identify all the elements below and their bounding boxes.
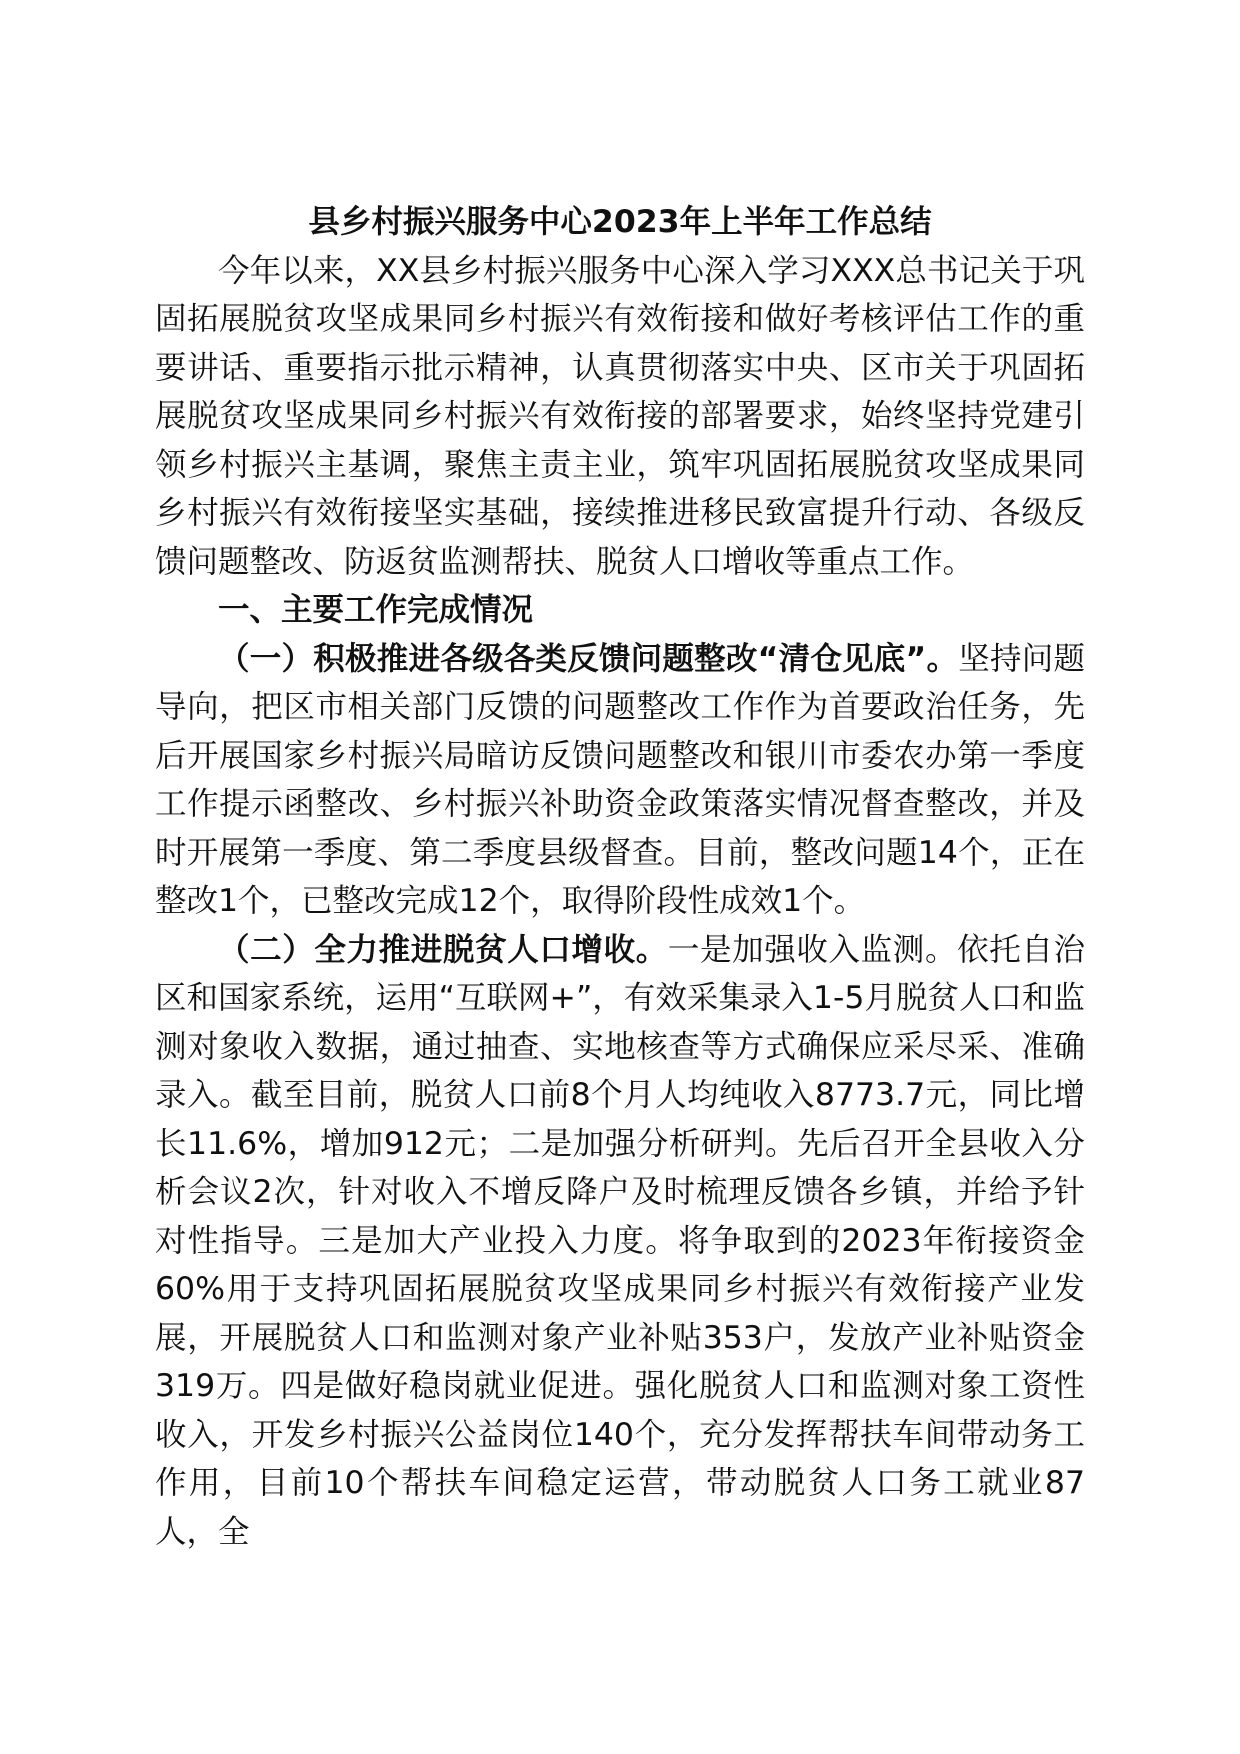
section-heading-1: 一、主要工作完成情况 — [218, 592, 534, 628]
item-1-paragraph — [155, 635, 1085, 926]
item-1-body: 坚持问题导向，把区市相关部门反馈的问题整改工作作为首要政治任务，先后开展国家乡村振兴局暗访反馈问题整改和银川市委农办第一季度工作提示函整改、乡村振兴补助资金政策落实情况督查整改，并及时开展第一季度、第二季度县级督查。目前，整改问题14个，正在整改1个，已整改完成12个，取得阶段性成效1个。 — [155, 640, 1085, 919]
item-2-heading: （二）全力推进脱贫人口增收。 — [218, 931, 668, 968]
document-title: 县乡村振兴服务中心2023年上半年工作总结 — [308, 204, 932, 240]
document-page — [155, 198, 1085, 1556]
item-2-paragraph — [155, 926, 1085, 1557]
item-2-body: 一是加强收入监测。依托自治区和国家系统，运用“互联网+”，有效采集录入1-5月脱贫人口和监测对象收入数据，通过抽查、实地核查等方式确保应采尽采、准确录入。截至目前，脱贫人口前8个月人均纯收入8773.7元，同比增长11.6%，增加912元；二是加强分析研判。先后召开全县收入分析会议2次，针对收入不增反降户及时梳理反馈各乡镇，并给予针对性指导。三是加大产业投入力度。将争取到的2023年衔接资金60%用于支持巩固拓展脱贫攻坚成果同乡村振兴有效衔接产业发展，开展脱贫人口和监测对象产业补贴353户，发放产业补贴资金319万。四是做好稳岗就业促进。强化脱贫人口和监测对象工资性收入，开发乡村振兴公益岗位140个，充分发挥帮扶车间带动务工作用，目前10个帮扶车间稳定运营，带动脱贫人口务工就业87人，全 — [155, 931, 1085, 1550]
intro-paragraph: 今年以来，XX县乡村振兴服务中心深入学习XXX总书记关于巩固拓展脱贫攻坚成果同乡村振兴有效衔接和做好考核评估工作的重要讲话、重要指示批示精神，认真贯彻落实中央、区市关于巩固拓展脱贫攻坚成果同乡村振兴有效衔接的部署要求，始终坚持党建引领乡村振兴主基调，聚焦主责主业，筑牢巩固拓展脱贫攻坚成果同乡村振兴有效衔接坚实基础，接续推进移民致富提升行动、各级反馈问题整改、防返贫监测帮扶、脱贫人口增收等重点工作。 — [155, 252, 1085, 580]
item-1-heading: （一）积极推进各级各类反馈问题整改“清仓见底”。 — [218, 640, 959, 677]
